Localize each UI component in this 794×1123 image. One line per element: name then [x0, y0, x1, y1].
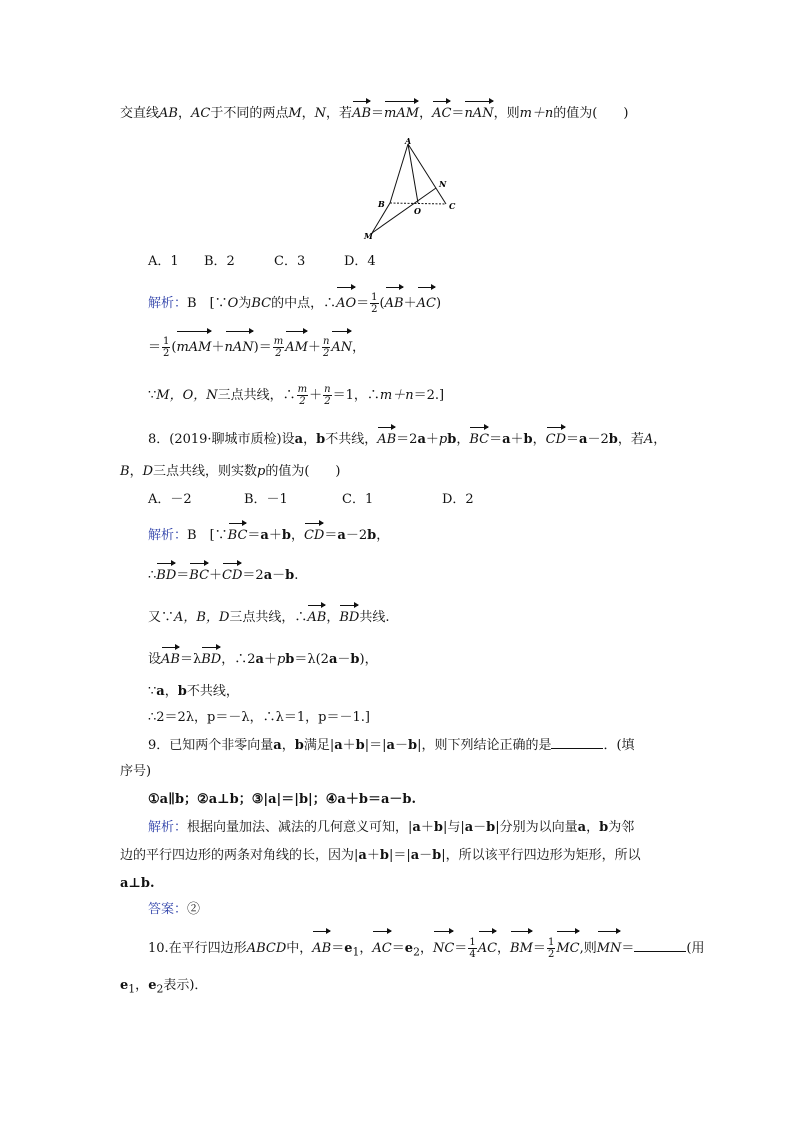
q8-option-a: A．－2	[148, 492, 192, 507]
q8-solution-line-3: 又∵A，B，D三点共线，∴AB，BD共线.	[148, 608, 390, 628]
q8-solution-line-5: ∵a，b不共线，	[148, 684, 239, 699]
q9-solution-line-3: a⊥b.	[120, 876, 155, 891]
q7-options	[148, 252, 376, 272]
q7-option-a: A．1	[148, 254, 179, 269]
q10-stem-line-1: 10.在平行四边形ABCD中，$AB=e_1$，$AC=e_2$，NC＝ $\frac{1}{4}$ AC，BM＝ $\frac{1}{2}$ MC,则MN＝ (用	[148, 934, 705, 968]
q9-options: ①a∥b；②a⊥b；③|a|＝|b|；④a＋b＝a－b.	[148, 792, 416, 807]
q8-solution-line-4: 设AB＝λBD，∴2a＋pb＝λ(2a－b)，	[148, 650, 378, 670]
q10-stem-line-2: $e_1$，$e_2$表示)．	[120, 978, 208, 996]
q7-option-d: D．4	[344, 254, 376, 269]
q7-option-b: B．2	[204, 254, 235, 269]
label-C: C	[449, 201, 456, 211]
q7-stem: 交直线AB，AC于不同的两点M，N，若AB＝mAM，AC＝nAN，则m＋n的值为( )	[120, 104, 628, 124]
q8-options	[148, 490, 474, 510]
q7-solution-line-2: ＝ $\frac{1}{2}$ (mAM＋nAN)＝ $\frac{m}{2}$ AM＋ $\frac{n}{2}$ AN，	[148, 334, 365, 362]
q8-stem-line-1: 8．(2019·聊城市质检)设a，b不共线，AB＝2a＋pb，BC＝a＋b，CD＝a－2b，若A，	[148, 430, 666, 450]
q8-stem-line-2: B，D三点共线，则实数p的值为( )	[120, 464, 341, 479]
label-O: O	[414, 206, 421, 216]
label-A: A	[405, 136, 412, 146]
triangle-figure	[360, 136, 470, 246]
q8-solution-line-2: ∴BD＝BC＋CD＝2a－b.	[148, 566, 298, 586]
q8-option-c: C．1	[342, 492, 374, 507]
q9-stem-line-1: 9．已知两个非零向量a，b满足|a＋b|＝|a－b|，则下列结论正确的是 ．(填	[148, 738, 635, 753]
q8-solution-line-1: 解析：B [∵BC＝a＋b，CD＝a－2b，	[148, 526, 389, 546]
q8-option-d: D．2	[442, 492, 474, 507]
q9-stem-line-2: 序号)	[120, 764, 152, 779]
q9-solution-line-1: 解析：根据向量加法、减法的几何意义可知，|a＋b|与|a－b|分别为以向量a，b为邻	[148, 820, 635, 835]
q10-answer-blank[interactable]	[634, 939, 686, 952]
q9-solution-line-2: 边的平行四边形的两条对角线的长，因为|a＋b|＝|a－b|，所以该平行四边形为矩形，所以	[120, 848, 641, 863]
q7-solution-line-3: ∵M，O，N三点共线，∴ $\frac{m}{2}$ ＋ $\frac{n}{2}$ ＝1，∴m＋n＝2.]	[148, 384, 445, 407]
q7-option-c: C．3	[274, 254, 306, 269]
q9-answer: 答案：②	[148, 902, 201, 917]
label-B: B	[378, 199, 385, 209]
q8-option-b: B．－1	[244, 492, 288, 507]
q9-answer-blank[interactable]	[551, 736, 603, 749]
label-N: N	[439, 179, 447, 189]
label-M: M	[364, 231, 373, 241]
q7-solution-line-1: 解析：B [∵O为BC的中点，∴AO＝ $\frac{1}{2}$ (AB＋AC)	[148, 290, 441, 318]
q8-solution-line-6: ∴2＝2λ，p＝－λ，∴λ＝1，p＝－1.]	[148, 710, 370, 725]
